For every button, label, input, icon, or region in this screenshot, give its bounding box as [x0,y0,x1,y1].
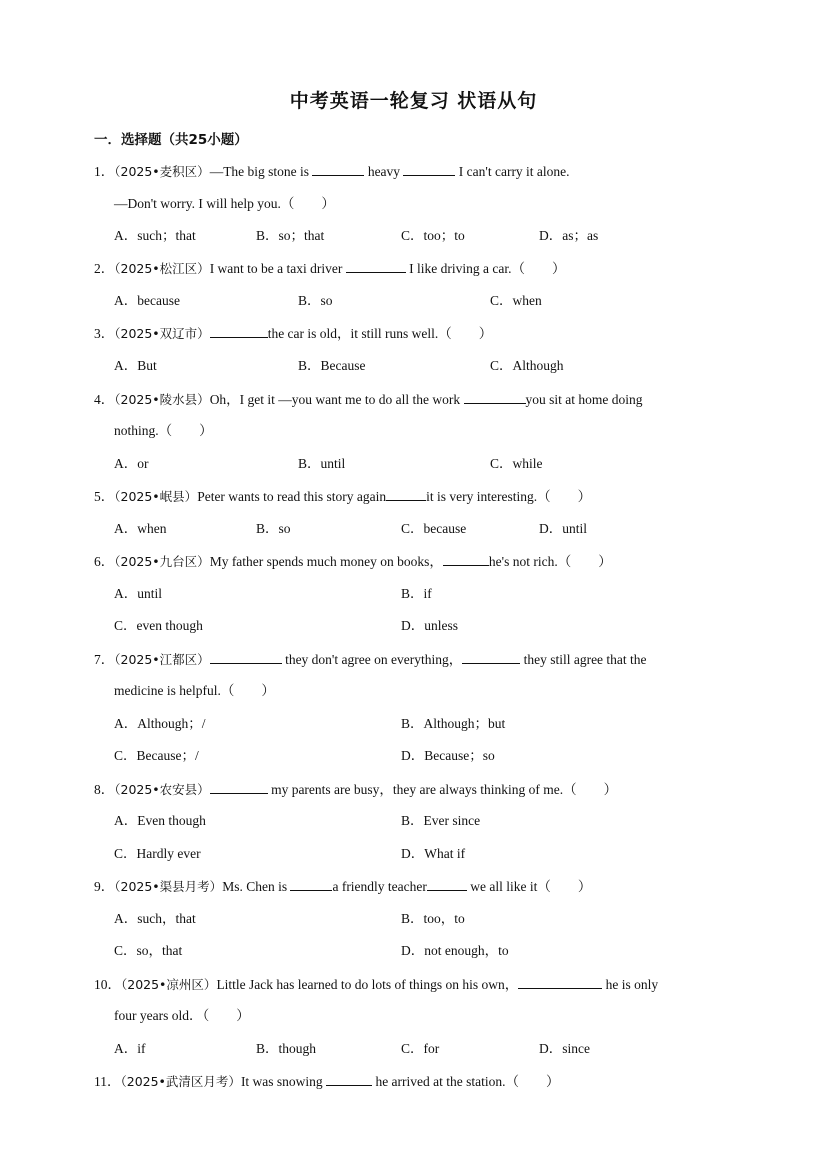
answer-blank[interactable] [312,161,364,176]
question-7-options-row1 [114,714,754,734]
question-number: 2． [94,261,115,276]
question-5: 5．（2025•岷县）Peter wants to read this story again it is very interesting.（ ） [94,486,735,507]
option-d[interactable]: D．until [539,521,588,536]
question-2: 2．（2025•松江区）I want to be a taxi driver I like driving a car.（ ） [94,258,735,279]
question-source: （2025•凉州区） [121,977,217,992]
option-c[interactable]: C．because [401,521,467,536]
question-5-options [114,519,754,539]
question-1: 1．（2025•麦积区）—The big stone is heavy I can't carry it alone. [94,161,735,182]
question-number: 8． [94,782,115,797]
question-8-options-row1 [114,811,754,831]
answer-blank[interactable] [462,649,520,664]
question-9: 9．（2025•渠县月考）Ms. Chen is a friendly teacher we all like it（ ） [94,876,735,897]
answer-blank[interactable] [427,876,467,891]
question-number: 11． [94,1074,121,1089]
question-source: （2025•江都区） [114,652,210,667]
question-source: （2025•渠县月考） [114,879,223,894]
option-d[interactable]: D．as；as [539,228,599,243]
question-1-cont: —Don't worry. I will help you.（ ） [114,196,335,211]
option-c[interactable]: C．while [490,456,543,471]
question-4-cont: nothing.（ ） [114,423,213,438]
question-number: 3． [94,326,115,341]
answer-blank[interactable] [403,161,455,176]
answer-blank[interactable] [346,258,406,273]
question-4: 4．（2025•陵水县）Oh，I get it —you want me to do all the work you sit at home doing [94,389,735,410]
answer-blank[interactable] [326,1071,372,1086]
question-6-options-row1 [114,584,754,604]
question-6-options-row2 [114,616,754,636]
question-3: 3．（2025•双辽市） the car is old，it still runs well.（ ） [94,323,735,344]
option-b[interactable]: B．if [401,586,432,601]
question-source: （2025•岷县） [114,489,198,504]
question-number: 1． [94,164,115,179]
question-7-options-row2 [114,746,754,766]
question-10-cont: four years old．（ ） [114,1008,250,1023]
answer-blank[interactable] [386,486,426,501]
option-a[interactable]: A．Although；/ [114,716,206,731]
question-2-options [114,291,754,311]
question-3-options [114,356,754,376]
question-8: 8．（2025•农安县） my parents are busy，they are always thinking of me.（ ） [94,779,735,800]
question-source: （2025•陵水县） [114,392,210,407]
question-number: 6． [94,554,115,569]
option-d[interactable]: D．What if [401,846,466,861]
option-c[interactable]: C．when [490,293,542,308]
question-number: 10． [94,977,121,992]
option-b[interactable]: B．so [256,521,291,536]
question-number: 5． [94,489,115,504]
question-11: 11．（2025•武清区月考）It was snowing he arrived at the station.（ ） [94,1071,735,1092]
question-source: （2025•武清区月考） [120,1074,241,1089]
question-number: 4． [94,392,115,407]
question-source: （2025•农安县） [114,782,210,797]
page-title: 中考英语一轮复习 状语从句 [289,90,538,112]
question-9-options-row2 [114,941,754,961]
option-c[interactable]: C．Although [490,358,564,373]
answer-blank[interactable] [443,551,489,566]
option-d[interactable]: D．Because；so [401,748,495,763]
option-c[interactable]: C．for [401,1041,440,1056]
answer-blank[interactable] [290,876,332,891]
question-1-options [114,226,754,246]
question-7-cont: medicine is helpful.（ ） [114,683,275,698]
question-source: （2025•松江区） [114,261,210,276]
option-c[interactable]: C．Because；/ [114,748,199,763]
option-a[interactable]: A．such；that [114,228,196,243]
option-b[interactable]: B．so；that [256,228,325,243]
option-d[interactable]: D．since [539,1041,590,1056]
question-9-options-row1 [114,909,754,929]
option-c[interactable]: C．even though [114,618,203,633]
question-number: 7． [94,652,115,667]
section-heading: 一．选择题（共25小题） [94,132,248,148]
option-c[interactable]: C．Hardly ever [114,846,201,861]
option-b[interactable]: B．Ever since [401,813,481,828]
option-a[interactable]: A．if [114,1041,146,1056]
question-4-options [114,454,754,474]
option-a[interactable]: A．when [114,521,167,536]
question-10: 10．（2025•凉州区）Little Jack has learned to do lots of things on his own， he is only [94,974,735,995]
option-d[interactable]: D．not enough，to [401,943,509,958]
option-c[interactable]: C．too；to [401,228,465,243]
option-a[interactable]: A．Even though [114,813,206,828]
option-a[interactable]: A．until [114,586,163,601]
answer-blank[interactable] [518,974,602,989]
question-7: 7．（2025•江都区） they don't agree on everything， they still agree that the [94,649,735,670]
question-10-options [114,1039,754,1059]
question-8-options-row2 [114,844,754,864]
option-b[interactable]: B．until [298,456,346,471]
option-a[interactable]: A．such，that [114,911,196,926]
question-6: 6．（2025•九台区）My father spends much money on books， he's not rich.（ ） [94,551,735,572]
option-d[interactable]: D．unless [401,618,458,633]
question-number: 9． [94,879,115,894]
question-source: （2025•双辽市） [114,326,210,341]
answer-blank[interactable] [210,323,268,338]
option-b[interactable]: B．though [256,1041,317,1056]
answer-blank[interactable] [464,389,526,404]
question-source: （2025•九台区） [114,554,210,569]
option-a[interactable]: A．But [114,358,157,373]
option-b[interactable]: B．Although；but [401,716,506,731]
option-a[interactable]: A．or [114,456,149,471]
option-b[interactable]: B．Because [298,358,366,373]
answer-blank[interactable] [210,649,282,664]
option-b[interactable]: B．so [298,293,333,308]
option-b[interactable]: B．too，to [401,911,465,926]
answer-blank[interactable] [210,779,268,794]
question-source: （2025•麦积区） [114,164,210,179]
option-c[interactable]: C．so，that [114,943,183,958]
option-a[interactable]: A．because [114,293,180,308]
